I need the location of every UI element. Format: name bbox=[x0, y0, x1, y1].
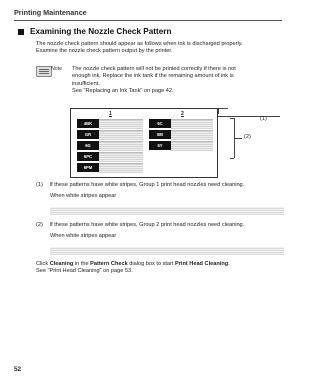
callout-1-tick bbox=[218, 108, 219, 114]
list-item bbox=[36, 222, 286, 229]
square-bullet-icon bbox=[18, 29, 24, 35]
pattern-stripes bbox=[171, 141, 213, 151]
ink-label: 4BK bbox=[77, 119, 99, 128]
callout-2-bracket-top bbox=[230, 118, 234, 119]
closing-line bbox=[36, 261, 286, 268]
ink-label: 6Y bbox=[149, 141, 171, 150]
ink-label: 6PM bbox=[77, 163, 99, 172]
intro-line-2: Examine the nozzle check pattern output by the printer. bbox=[36, 48, 173, 55]
pattern-row bbox=[149, 141, 213, 150]
pattern-stripes bbox=[99, 141, 143, 151]
pattern-row bbox=[77, 163, 143, 172]
list-item-text: If these patterns have white stripes, Group 1 print head nozzles need cleaning. bbox=[49, 182, 245, 188]
closing-middle-1: in the bbox=[73, 261, 91, 267]
pattern-row bbox=[77, 130, 143, 139]
pattern-stripes bbox=[99, 119, 143, 129]
list-item-text: If these patterns have white stripes, Group 2 print head nozzles need cleaning. bbox=[49, 222, 245, 228]
list-item-number: (1) bbox=[36, 182, 43, 188]
callout-2-bracket-bottom bbox=[230, 158, 234, 159]
pattern-check-term: Pattern Check bbox=[90, 261, 128, 267]
intro-line-1: The nozzle check pattern should appear as follows when ink is discharged properly. bbox=[36, 41, 243, 47]
pattern-row bbox=[77, 119, 143, 128]
closing-suffix: . bbox=[228, 261, 230, 267]
intro-paragraph bbox=[36, 41, 286, 56]
section-title-text: Examining the Nozzle Check Pattern bbox=[30, 27, 172, 36]
callout-2-line bbox=[234, 138, 242, 139]
closing-middle-2: dialog box to start bbox=[127, 261, 175, 267]
ink-label: 6M bbox=[149, 130, 171, 139]
pattern-stripes bbox=[99, 163, 143, 173]
stripe-caption: When white stripes appear bbox=[50, 193, 117, 199]
pattern-row bbox=[149, 119, 213, 128]
list-item-number: (2) bbox=[36, 222, 43, 228]
callout-1-label: (1) bbox=[260, 116, 267, 122]
list-item bbox=[36, 182, 286, 189]
closing-reference: See "Print Head Cleaning" on page 53. bbox=[36, 268, 133, 275]
callout-1-leader bbox=[218, 108, 228, 109]
pattern-row bbox=[77, 152, 143, 161]
note-line-1: The nozzle check pattern will not be printed correctly if there is not bbox=[72, 66, 236, 72]
pattern-stripes bbox=[171, 130, 213, 140]
pattern-row bbox=[77, 141, 143, 150]
nozzle-pattern-figure bbox=[70, 108, 218, 178]
note-label: Note bbox=[51, 66, 62, 72]
pattern-stripes bbox=[171, 119, 213, 129]
note-icon bbox=[36, 66, 52, 77]
note-line-2: enough ink. Replace the ink tank if the remaining amount of ink is bbox=[72, 73, 234, 80]
running-header: Printing Maintenance bbox=[14, 8, 87, 17]
ink-label: 6PC bbox=[77, 152, 99, 161]
section-title bbox=[18, 27, 172, 38]
ink-label: 6C bbox=[149, 119, 171, 128]
closing-paragraph bbox=[36, 261, 286, 276]
stripe-caption: When white stripes appear bbox=[50, 233, 117, 239]
pattern-stripes bbox=[99, 152, 143, 162]
page-number: 52 bbox=[14, 366, 22, 373]
note-reference: See "Replacing an Ink Tank" on page 42. bbox=[72, 88, 174, 95]
pattern-row bbox=[149, 130, 213, 139]
note-text bbox=[72, 66, 284, 96]
print-head-cleaning-term: Print Head Cleaning bbox=[175, 261, 229, 267]
closing-prefix: Click bbox=[36, 261, 50, 267]
ink-label: GR bbox=[77, 130, 99, 139]
white-stripe-sample bbox=[50, 247, 284, 255]
cleaning-term: Cleaning bbox=[49, 261, 74, 267]
header-rule bbox=[14, 20, 282, 21]
white-stripe-sample bbox=[50, 207, 284, 215]
callout-1-line bbox=[218, 116, 280, 117]
pattern-stripes bbox=[99, 130, 143, 140]
group-1-number: 1 bbox=[109, 111, 112, 117]
group-2-number: 2 bbox=[181, 111, 184, 117]
note-line-3: insufficient. bbox=[72, 80, 100, 87]
callout-2-label: (2) bbox=[244, 134, 251, 140]
ink-label: 6G bbox=[77, 141, 99, 150]
